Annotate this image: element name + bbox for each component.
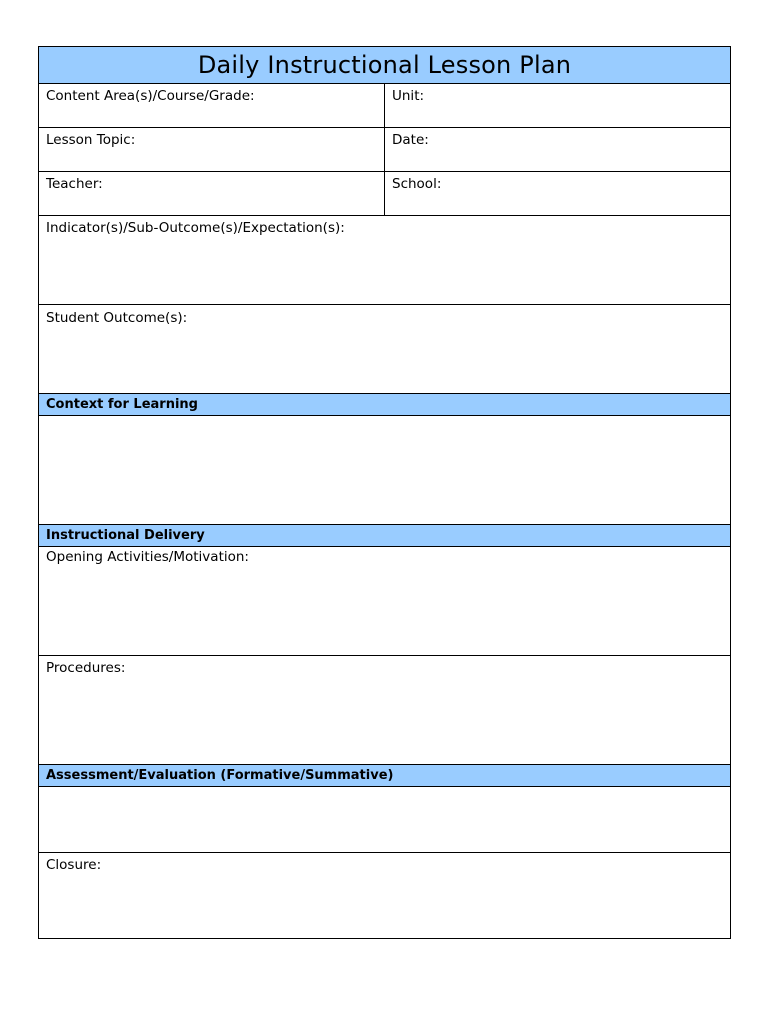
context-section-header xyxy=(39,394,730,416)
teacher-field[interactable] xyxy=(39,172,385,215)
context-section-title: Context for Learning xyxy=(46,397,198,412)
closure-row xyxy=(39,853,730,938)
teacher-label: Teacher: xyxy=(46,176,103,192)
student-outcomes-row xyxy=(39,305,730,394)
date-label: Date: xyxy=(392,132,429,148)
content-area-label: Content Area(s)/Course/Grade: xyxy=(46,88,255,104)
procedures-field[interactable] xyxy=(39,656,730,764)
context-content-row[interactable] xyxy=(39,416,730,525)
lesson-topic-field[interactable] xyxy=(39,128,385,171)
unit-label: Unit: xyxy=(392,88,425,104)
school-label: School: xyxy=(392,176,442,192)
unit-field[interactable] xyxy=(385,84,730,127)
procedures-label: Procedures: xyxy=(46,660,126,676)
student-outcomes-field[interactable] xyxy=(39,305,730,393)
opening-activities-row xyxy=(39,547,730,656)
date-field[interactable] xyxy=(385,128,730,171)
indicators-label: Indicator(s)/Sub-Outcome(s)/Expectation(s): xyxy=(46,220,345,236)
lesson-plan-form xyxy=(38,46,731,939)
student-outcomes-label: Student Outcome(s): xyxy=(46,310,188,326)
page-title: Daily Instructional Lesson Plan xyxy=(197,51,572,79)
opening-activities-label: Opening Activities/Motivation: xyxy=(46,549,249,565)
title-row xyxy=(39,47,730,84)
assessment-content-row[interactable] xyxy=(39,787,730,853)
instructional-delivery-title: Instructional Delivery xyxy=(46,528,205,543)
content-area-unit-row xyxy=(39,84,730,128)
teacher-school-row xyxy=(39,172,730,216)
topic-date-row xyxy=(39,128,730,172)
opening-activities-field[interactable] xyxy=(39,547,730,655)
procedures-row xyxy=(39,656,730,765)
indicators-row xyxy=(39,216,730,305)
indicators-field[interactable] xyxy=(39,216,730,304)
closure-field[interactable] xyxy=(39,853,730,938)
lesson-topic-label: Lesson Topic: xyxy=(46,132,136,148)
assessment-section-header xyxy=(39,765,730,787)
assessment-section-title: Assessment/Evaluation (Formative/Summative) xyxy=(46,768,394,783)
closure-label: Closure: xyxy=(46,857,102,873)
content-area-field[interactable] xyxy=(39,84,385,127)
instructional-delivery-header xyxy=(39,525,730,547)
school-field[interactable] xyxy=(385,172,730,215)
